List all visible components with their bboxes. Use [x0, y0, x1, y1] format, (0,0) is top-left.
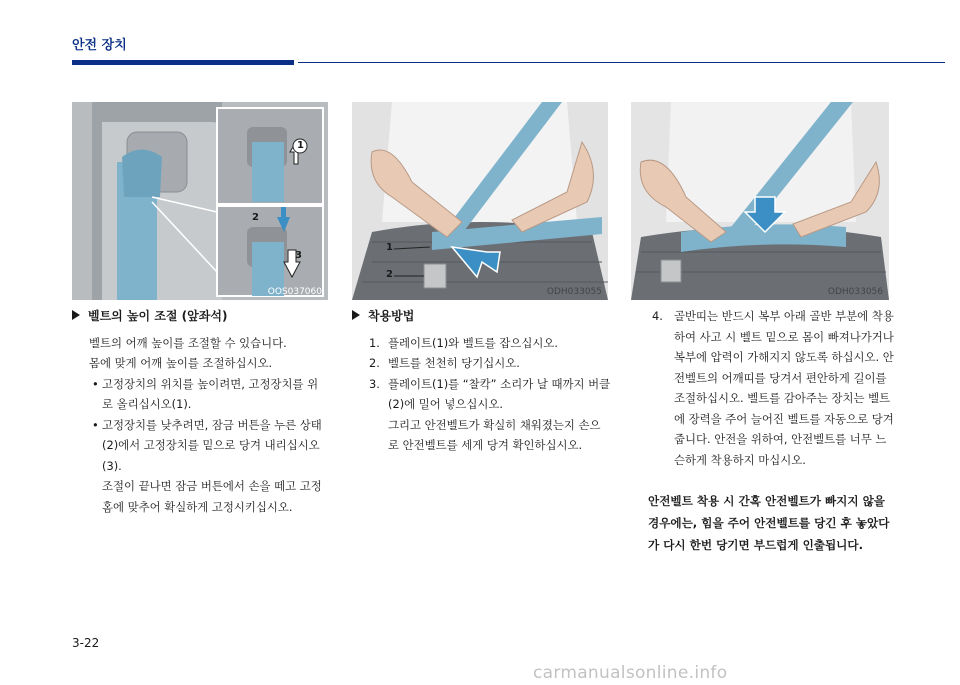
- figure-code: OOS037060: [267, 287, 322, 297]
- section-title: 착용방법: [352, 306, 614, 327]
- step-item: 4. 골반띠는 반드시 복부 아래 골반 부분에 착용: [652, 309, 894, 323]
- illustration-lap-belt: [631, 102, 889, 300]
- step-continuation: (2)에 밀어 넣으십시오.: [388, 397, 504, 411]
- watermark: carmanualsonline.info: [533, 663, 728, 683]
- column-lap-belt: [648, 306, 898, 556]
- page-number: 3-22: [72, 636, 100, 650]
- step-continuation: 슨하게 착용하지 마십시오.: [674, 452, 806, 467]
- column-height-adjust: [72, 306, 334, 517]
- triangle-bullet-icon: [72, 310, 80, 320]
- step-item: 2. 벨트를 천천히 당기십시오.: [369, 356, 520, 370]
- step-item: 1. 플레이트(1)와 벨트를 잡으십시오.: [369, 335, 559, 350]
- header-rule-thin: [298, 62, 945, 63]
- bullet-continuation: 조절이 끝나면 잠금 버튼에서 손을 떼고 고정: [102, 479, 322, 493]
- step-continuation: 하여 사고 시 벨트 밑으로 몸이 빠져나가거나: [674, 329, 894, 344]
- paragraph-line: 몸에 맞게 어깨 높이를 조절하십시오.: [89, 356, 273, 370]
- figure-height-adjuster: [72, 102, 328, 300]
- figure-code: ODH033056: [827, 287, 883, 297]
- callout-2: 2: [386, 269, 393, 280]
- step-continuation: 로 안전벨트를 세게 당겨 확인하십시오.: [388, 438, 583, 452]
- bullet-item: • 고정장치의 위치를 높이려면, 고정장치를 위: [92, 376, 319, 391]
- step-continuation: 복부에 압력이 가해지지 않도록 하십시오. 안: [674, 350, 894, 364]
- callout-1: 1: [386, 242, 393, 253]
- bullet-continuation: 로 올리십시오(1).: [102, 397, 192, 411]
- paragraph-line: 벨트의 어깨 높이를 조절할 수 있습니다.: [89, 335, 287, 350]
- header-rule-thick: [72, 60, 294, 65]
- column-how-to-wear: [352, 306, 614, 456]
- callout-3: 3: [295, 250, 302, 261]
- bullet-continuation: 홈에 맞추어 확실하게 고정시키십시오.: [102, 499, 293, 514]
- callout-1: 1: [297, 140, 304, 151]
- step-continuation: 전벨트의 어깨띠를 당겨서 편안하게 길이를: [674, 370, 887, 385]
- note-paragraph: [648, 490, 898, 556]
- bullet-continuation: (2)에서 고정장치를 밑으로 당겨 내리십시오: [102, 438, 320, 452]
- note-line: 경우에는, 힘을 주어 안전벨트를 당긴 후 놓았다: [648, 516, 890, 530]
- bullet-continuation: (3).: [102, 458, 122, 473]
- section-title: 벨트의 높이 조절 (앞좌석): [72, 306, 334, 327]
- note-line: 안전벨트 착용 시 간혹 안전벨트가 빠지지 않을: [648, 494, 886, 508]
- section-header-title: 안전 장치: [72, 38, 127, 53]
- step-continuation: 줍니다. 안전을 위하여, 안전벨트를 너무 느: [674, 432, 887, 446]
- note-line: 가 다시 한번 당기면 부드럽게 인출됩니다.: [648, 538, 863, 552]
- step-continuation: 에 장력을 주어 늘어진 벨트를 자동으로 당겨: [674, 411, 894, 426]
- step-continuation: 그리고 안전벨트가 확실히 채워졌는지 손으: [388, 417, 601, 432]
- illustration-pillar-adjuster: [72, 102, 328, 300]
- figure-fastening: [352, 102, 608, 300]
- figure-lap-belt: [631, 102, 889, 300]
- figure-code: ODH033055: [546, 287, 602, 297]
- step-item: 3. 플레이트(1)를 “찰칵” 소리가 날 때까지 버클: [369, 376, 611, 391]
- step-continuation: 조절하십시오. 벨트를 감아주는 장치는 벨트: [674, 391, 891, 405]
- triangle-bullet-icon: [352, 310, 360, 320]
- bullet-item: • 고정장치를 낮추려면, 잠금 버튼을 누른 상태: [92, 417, 322, 432]
- callout-2: 2: [252, 212, 259, 223]
